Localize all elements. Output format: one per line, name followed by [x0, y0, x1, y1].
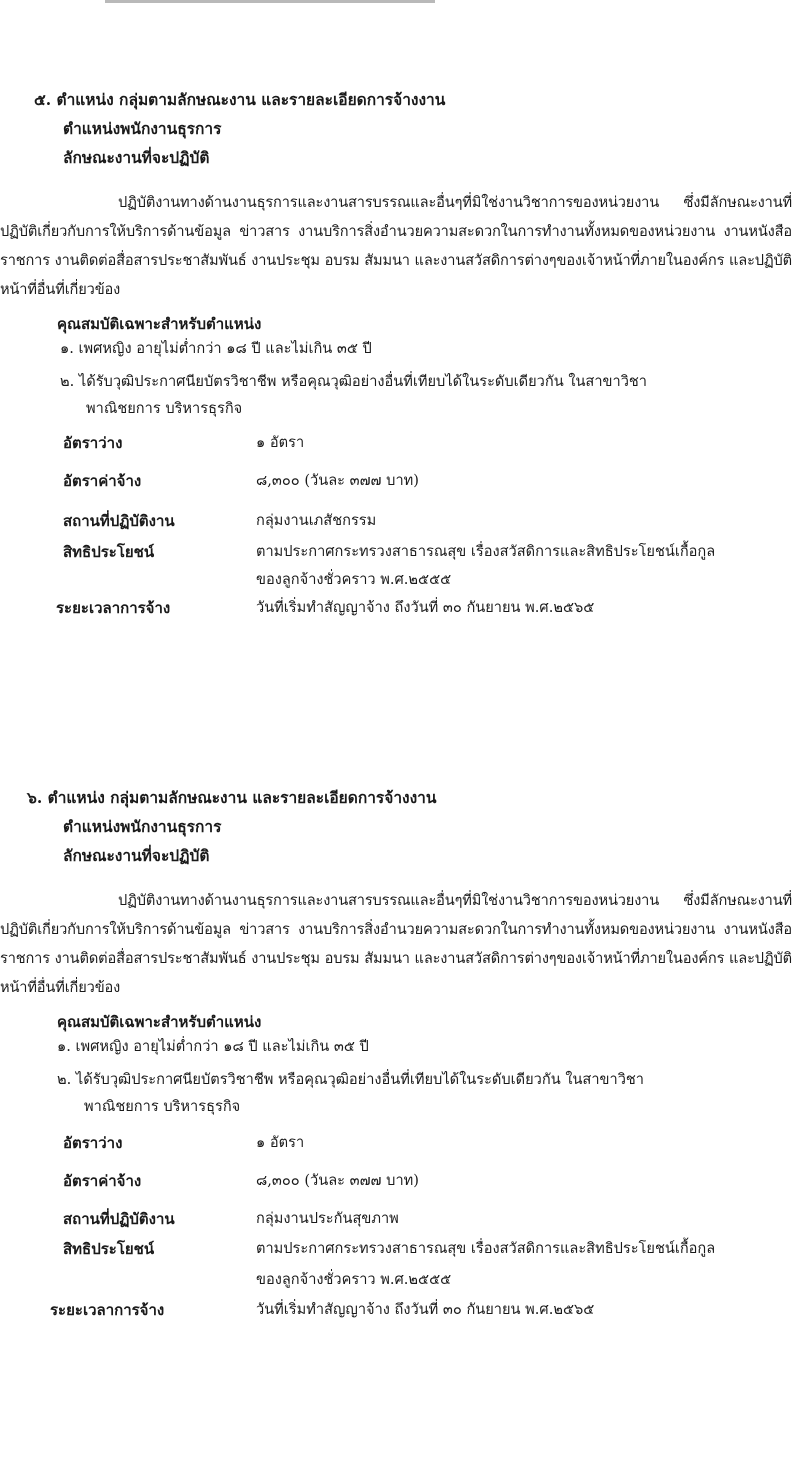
- workplace-label: สถานที่ปฏิบัติงาน: [63, 512, 175, 530]
- employment-period-value: วันที่เริ่มทำสัญญาจ้าง ถึงวันที่ ๓๐ กันยายน พ.ศ.๒๕๖๕: [256, 599, 595, 616]
- workplace-value: กลุ่มงานประกันสุขภาพ: [256, 1210, 399, 1227]
- employment-period-label: ระยะเวลาการจ้าง: [50, 1301, 165, 1319]
- qualification-item-2: ๒. ได้รับวุฒิประกาศนียบัตรวิชาชีพ หรือคุณวุฒิอย่างอื่นที่เทียบได้ในระดับเดียวกัน ในสาขาวิชา: [60, 373, 647, 390]
- benefit-value-line-2: ของลูกจ้างชั่วคราว พ.ศ.๒๕๕๕: [256, 1271, 452, 1288]
- position-title: ตำแหน่งพนักงานธุรการ: [63, 817, 222, 836]
- qualification-item-1: ๑. เพศหญิง อายุไม่ต่ำกว่า ๑๘ ปี และไม่เกิน ๓๕ ปี: [57, 1038, 369, 1055]
- employment-period-value: วันที่เริ่มทำสัญญาจ้าง ถึงวันที่ ๓๐ กันยายน พ.ศ.๒๕๖๕: [256, 1301, 595, 1318]
- wage-value: ๘,๓๐๐ (วันละ ๓๗๗ บาท): [256, 472, 419, 489]
- wage-value: ๘,๓๐๐ (วันละ ๓๗๗ บาท): [256, 1172, 419, 1189]
- qualifications-heading: คุณสมบัติเฉพาะสำหรับตำแหน่ง: [57, 315, 262, 333]
- top-divider: [105, 0, 435, 3]
- vacancy-value: ๑ อัตรา: [256, 1134, 305, 1151]
- qualification-item-2-continued: พาณิชยการ บริหารธุรกิจ: [84, 1098, 241, 1115]
- benefit-value-line-2: ของลูกจ้างชั่วคราว พ.ศ.๒๕๕๕: [256, 571, 452, 588]
- vacancy-label: อัตราว่าง: [63, 1134, 123, 1152]
- duty-heading: ลักษณะงานที่จะปฏิบัติ: [63, 148, 210, 167]
- section-heading: ๕. ตำแหน่ง กลุ่มตามลักษณะงาน และรายละเอียดการจ้างงาน: [34, 90, 446, 109]
- wage-label: อัตราค่าจ้าง: [63, 1172, 142, 1190]
- workplace-label: สถานที่ปฏิบัติงาน: [63, 1210, 175, 1228]
- duty-heading: ลักษณะงานที่จะปฏิบัติ: [63, 846, 210, 865]
- duty-description: ปฏิบัติงานทางด้านงานธุรการและงานสารบรรณและอื่นๆที่มิใช่งานวิชาการของหน่วยงาน ซึ่งมีลักษณะงานที่ปฏิบัติเกี่ยวกับการให้บริการด้านข้อมูล ข่าวสาร งานบริการสิ่งอำนวยความสะดวกในการทำงานทั้งหมดของหน่วยงาน งานหนังสือราชการ งานติดต่อสื่อสารประชาสัมพันธ์ งานประชุม อบรม สัมมนา และงานสวัสดิการต่างๆของเจ้าหน้าที่ภายในองค์กร และปฏิบัติหน้าที่อื่นที่เกี่ยวข้อง: [0, 194, 792, 298]
- wage-label: อัตราค่าจ้าง: [63, 472, 142, 490]
- section-heading: ๖. ตำแหน่ง กลุ่มตามลักษณะงาน และรายละเอียดการจ้างงาน: [27, 788, 437, 807]
- employment-period-label: ระยะเวลาการจ้าง: [56, 599, 171, 617]
- qualification-item-1: ๑. เพศหญิง อายุไม่ต่ำกว่า ๑๘ ปี และไม่เกิน ๓๕ ปี: [60, 340, 372, 357]
- benefit-label: สิทธิประโยชน์: [63, 1240, 155, 1258]
- benefit-value-line-1: ตามประกาศกระทรวงสาธารณสุข เรื่องสวัสดิการและสิทธิประโยชน์เกื้อกูล: [256, 1240, 716, 1257]
- vacancy-label: อัตราว่าง: [63, 434, 123, 452]
- workplace-value: กลุ่มงานเภสัชกรรม: [256, 512, 377, 529]
- benefit-value-line-1: ตามประกาศกระทรวงสาธารณสุข เรื่องสวัสดิการและสิทธิประโยชน์เกื้อกูล: [256, 543, 716, 560]
- qualifications-heading: คุณสมบัติเฉพาะสำหรับตำแหน่ง: [57, 1013, 262, 1031]
- qualification-item-2-continued: พาณิชยการ บริหารธุรกิจ: [86, 400, 243, 417]
- duty-description: ปฏิบัติงานทางด้านงานธุรการและงานสารบรรณและอื่นๆที่มิใช่งานวิชาการของหน่วยงาน ซึ่งมีลักษณะงานที่ปฏิบัติเกี่ยวกับการให้บริการด้านข้อมูล ข่าวสาร งานบริการสิ่งอำนวยความสะดวกในการทำงานทั้งหมดของหน่วยงาน งานหนังสือราชการ งานติดต่อสื่อสารประชาสัมพันธ์ งานประชุม อบรม สัมมนา และงานสวัสดิการต่างๆของเจ้าหน้าที่ภายในองค์กร และปฏิบัติหน้าที่อื่นที่เกี่ยวข้อง: [0, 892, 792, 996]
- vacancy-value: ๑ อัตรา: [256, 434, 305, 451]
- position-title: ตำแหน่งพนักงานธุรการ: [63, 119, 222, 138]
- qualification-item-2: ๒. ได้รับวุฒิประกาศนียบัตรวิชาชีพ หรือคุณวุฒิอย่างอื่นที่เทียบได้ในระดับเดียวกัน ในสาขาวิชา: [57, 1071, 644, 1088]
- benefit-label: สิทธิประโยชน์: [63, 543, 155, 561]
